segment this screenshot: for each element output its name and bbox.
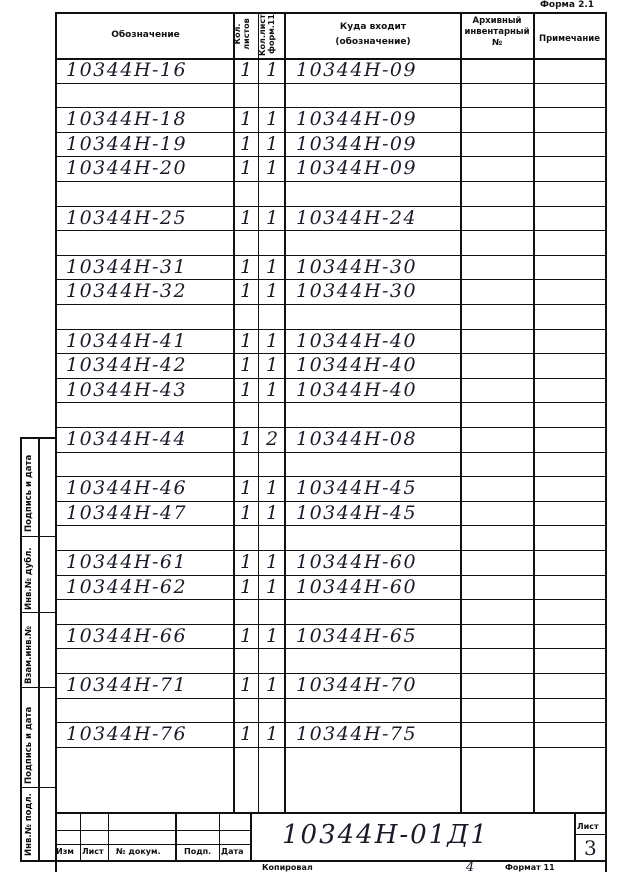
frame-left [55,12,57,872]
row-kol-listov: 1 [239,501,253,524]
stamp-col-6 [574,812,576,860]
row-kuda-vhodit: 10344Н-09 [296,132,418,155]
row-kuda-vhodit: 10344Н-45 [296,501,418,524]
row-kuda-vhodit: 10344Н-40 [296,378,418,401]
row-kuda-vhodit: 10344Н-65 [296,624,418,647]
footer-kopiroval: Копировал [262,863,313,872]
row-kuda-vhodit: 10344Н-30 [296,280,418,303]
row-kol-list-form11: 1 [265,674,279,696]
row-oboznachenie: 10344Н-18 [66,108,188,131]
row-kol-list-form11: 1 [265,624,279,647]
row-kuda-vhodit: 10344Н-09 [296,157,418,180]
row-kol-listov: 1 [239,354,253,377]
row-kol-listov: 1 [239,255,253,278]
side-div-2 [20,612,55,613]
side-div-1 [20,536,55,537]
side-panel-left [20,437,22,860]
row-kuda-vhodit: 10344Н-60 [296,575,418,598]
row-kol-listov: 1 [239,329,253,352]
frame-right [605,12,607,872]
row-line [55,83,605,84]
row-kuda-vhodit: 10344Н-09 [296,108,418,131]
header-arhiv [461,16,533,49]
stamp-col-2 [108,812,109,860]
header-kuda-vhodit-line1: Куда входит [339,22,407,32]
row-kol-listov: 1 [239,624,253,647]
stamp-n-dokum: № докум. [116,847,161,856]
row-kol-list-form11: 1 [265,501,279,524]
stamp-izm: Изм [56,847,74,856]
header-kuda-vhodit-line2: (обозначение) [335,37,411,47]
row-kuda-vhodit: 10344Н-60 [296,551,418,573]
side-div-4 [20,787,55,788]
row-kol-list-form11: 1 [265,575,279,598]
row-kol-list-form11: 1 [265,477,279,500]
stamp-list-number: 3 [584,836,599,860]
row-oboznachenie: 10344Н-76 [66,723,188,746]
header-kol-listov: Кол. листов [233,18,251,50]
row-kol-listov: 1 [239,723,253,746]
row-line [55,525,605,526]
row-kuda-vhodit: 10344Н-30 [296,255,418,278]
row-kol-list-form11: 1 [265,551,279,573]
row-kol-list-form11: 1 [265,132,279,155]
row-kol-list-form11: 1 [265,108,279,131]
stamp-list-divider [574,834,605,835]
row-kol-listov: 1 [239,378,253,401]
row-kol-list-form11: 1 [265,206,279,229]
row-kuda-vhodit: 10344Н-75 [296,723,418,746]
row-line [55,698,605,699]
row-oboznachenie: 10344Н-44 [66,428,188,450]
form-label: Форма 2.1 [540,0,595,10]
stamp-col-3 [175,812,177,860]
row-kuda-vhodit: 10344Н-70 [296,674,418,696]
footer-handwritten: 4 [466,860,476,875]
row-kuda-vhodit: 10344Н-40 [296,329,418,352]
row-line [55,181,605,182]
side-label-inv-podl: Инв.№ подл. [24,793,34,856]
stamp-list: Лист [82,847,104,856]
stamp-col-5 [250,812,252,860]
row-oboznachenie: 10344Н-42 [66,354,188,377]
row-kol-list-form11: 1 [265,59,279,81]
side-label-inv-dubl: Инв.№ дубл. [24,547,34,610]
header-arhiv-line1: Архивный [472,16,522,26]
row-kuda-vhodit: 10344Н-45 [296,477,418,500]
row-kol-listov: 1 [239,575,253,598]
row-oboznachenie: 10344Н-43 [66,378,188,401]
header-kol-list-form11: Кол.лист. форм.11 [258,11,276,56]
row-kuda-vhodit: 10344Н-08 [296,428,418,450]
row-line [55,304,605,305]
row-oboznachenie: 10344Н-16 [66,59,188,81]
row-line [55,230,605,231]
stamp-col-1 [80,812,81,860]
row-kol-listov: 1 [239,157,253,180]
row-kuda-vhodit: 10344Н-24 [296,206,418,229]
side-label-podpis-data-1: Подпись и дата [24,454,34,532]
row-kol-list-form11: 1 [265,329,279,352]
row-kol-list-form11: 1 [265,354,279,377]
row-line [55,747,605,748]
row-oboznachenie: 10344Н-41 [66,329,188,352]
row-oboznachenie: 10344Н-71 [66,674,188,696]
row-kol-listov: 1 [239,428,253,450]
header-kuda-vhodit [286,22,460,48]
row-oboznachenie: 10344Н-61 [66,551,188,573]
row-kol-list-form11: 1 [265,255,279,278]
row-kol-list-form11: 1 [265,157,279,180]
row-oboznachenie: 10344Н-32 [66,280,188,303]
footer-format: Формат 11 [505,863,555,872]
row-oboznachenie: 10344Н-19 [66,132,188,155]
row-line [55,402,605,403]
stamp-top [55,812,605,814]
row-kol-listov: 1 [239,280,253,303]
row-kol-list-form11: 2 [265,428,279,450]
row-line [55,452,605,453]
stamp-podp: Подп. [184,847,212,856]
stamp-row-2 [55,844,250,845]
stamp-row-1 [55,830,250,831]
row-oboznachenie: 10344Н-47 [66,501,188,524]
row-oboznachenie: 10344Н-66 [66,624,188,647]
row-kol-listov: 1 [239,477,253,500]
side-div-3 [20,687,55,688]
side-panel-right [38,437,40,860]
row-kol-list-form11: 1 [265,378,279,401]
row-kol-listov: 1 [239,132,253,155]
frame-top [55,12,605,14]
row-oboznachenie: 10344Н-25 [66,206,188,229]
side-label-podpis-data-2: Подпись и дата [24,706,34,784]
stamp-document-number: 10344Н-01Д1 [282,820,489,850]
side-panel-top [20,437,55,439]
row-kol-listov: 1 [239,206,253,229]
row-line [55,648,605,649]
stamp-data: Дата [221,847,244,856]
frame-bottom [20,860,605,862]
stamp-col-4 [219,812,220,860]
row-kol-list-form11: 1 [265,280,279,303]
header-oboznachenie: Обозначение [111,30,180,40]
row-kol-list-form11: 1 [265,723,279,746]
stamp-list-label: Лист [577,822,599,831]
row-kol-listov: 1 [239,108,253,131]
row-line [55,599,605,600]
header-arhiv-line3: № [491,38,503,48]
row-kol-listov: 1 [239,674,253,696]
row-oboznachenie: 10344Н-20 [66,157,188,180]
row-kol-listov: 1 [239,59,253,81]
row-oboznachenie: 10344Н-46 [66,477,188,500]
row-oboznachenie: 10344Н-62 [66,575,188,598]
header-primechanie: Примечание [538,34,601,44]
row-oboznachenie: 10344Н-31 [66,255,188,278]
row-kuda-vhodit: 10344Н-09 [296,59,418,81]
row-kol-listov: 1 [239,551,253,573]
row-kuda-vhodit: 10344Н-40 [296,354,418,377]
side-label-vzam-inv: Взам.инв.№ [24,626,34,684]
header-arhiv-line2: инвентарный [464,27,530,37]
